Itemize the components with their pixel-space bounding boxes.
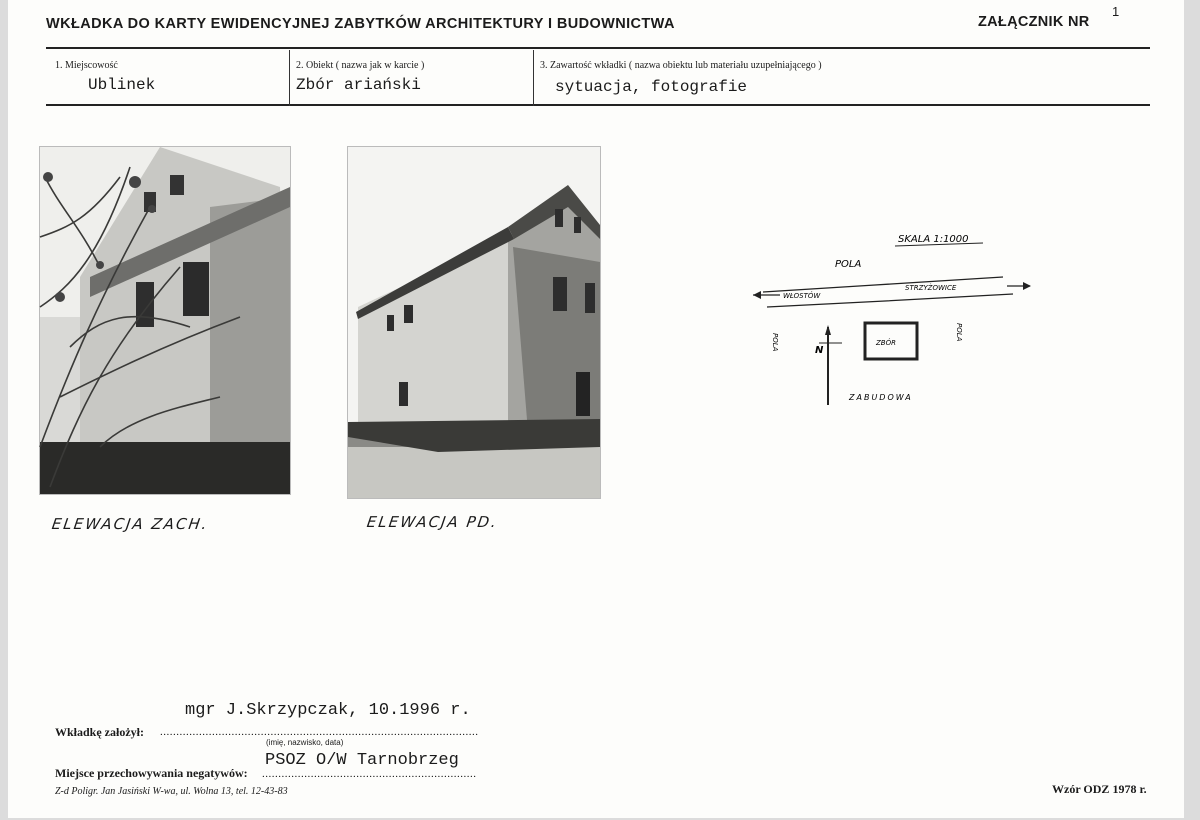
locality-value: Ublinek [88, 76, 156, 94]
north-label: N [815, 345, 824, 356]
printer-info: Z-d Poligr. Jan Jasiński W-wa, ul. Wolna 13, tel. 12-43-83 [55, 786, 288, 797]
north-arrow-icon [825, 325, 831, 335]
south-elevation-image [348, 147, 600, 498]
bottom-label: ZABUDOWA [849, 393, 913, 402]
photo-west-elevation [39, 146, 291, 495]
photo-west-caption: ELEWACJA ZACH. [50, 515, 210, 533]
sketch-scale: SKALA 1:1000 [898, 234, 969, 245]
situation-sketch [745, 225, 1045, 410]
field-divider [289, 50, 290, 106]
fields-rule [46, 104, 1150, 106]
object-label: 2. Obiekt ( nazwa jak w karcie ) [296, 60, 425, 71]
object-value: Zbór ariański [296, 76, 421, 94]
field-divider [533, 50, 534, 106]
road-right-label: STRZYŻOWICE [905, 284, 957, 292]
road-upper-edge [763, 277, 1003, 292]
arrow-left-icon [753, 291, 761, 299]
field-left-label: POLA [771, 333, 779, 352]
photo-south-caption: ELEWACJA PD. [365, 513, 500, 531]
form-version: Wzór ODZ 1978 r. [1052, 782, 1147, 796]
content-value: sytuacja, fotografie [555, 78, 748, 96]
attachment-label: ZAŁĄCZNIK NR [978, 14, 1090, 30]
storage-value: PSOZ O/W Tarnobrzeg [265, 751, 459, 770]
storage-dotted-line: .................................................................. [262, 768, 477, 780]
locality-label: 1. Miejscowość [55, 60, 118, 71]
content-label: 3. Zawartość wkładki ( nazwa obiektu lub materiału uzupełniającego ) [540, 60, 822, 71]
storage-label: Miejsce przechowywania negatywów: [55, 766, 248, 780]
road-left-label: WŁOSTÓW [783, 292, 821, 300]
author-label: Wkładkę założył: [55, 725, 144, 739]
attachment-number: 1 [1112, 4, 1120, 19]
header-rule [46, 47, 1150, 49]
author-hint: (imię, nazwisko, data) [266, 738, 344, 747]
west-elevation-image [40, 147, 290, 494]
author-value: mgr J.Skrzypczak, 10.1996 r. [185, 701, 471, 720]
photo-south-elevation [347, 146, 601, 499]
field-right-label: POLA [955, 323, 963, 342]
form-title: WKŁADKA DO KARTY EWIDENCYJNEJ ZABYTKÓW ARCHITEKTURY I BUDOWNICTWA [46, 16, 675, 32]
building-label: ZBÓR [876, 339, 896, 347]
sketch-field-top: POLA [835, 259, 862, 270]
author-dotted-line: .................................................................................................. [160, 726, 479, 738]
arrow-right-icon [1023, 282, 1031, 290]
